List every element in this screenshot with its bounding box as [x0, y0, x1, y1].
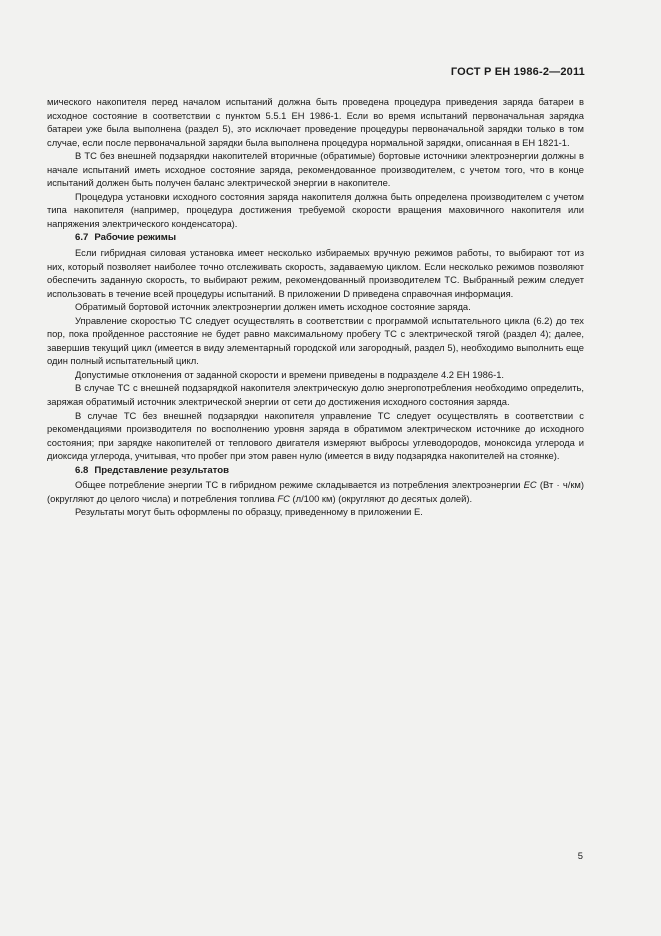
page-number: 5 — [577, 850, 583, 861]
document-header: ГОСТ Р ЕН 1986-2—2011 — [450, 66, 585, 78]
section-heading-6-8 — [47, 464, 584, 478]
paragraph: В ТС без внешней подзарядки накопителей вторичные (обратимые) бортовые источники электроэнергии должны в начале испытаний иметь исходное состояние заряда, рекомендованное производителем, с учетом того, что в конце испытаний должен быть получен баланс электрической энергии в накопителе. — [47, 150, 584, 189]
symbol-fc: FC — [277, 492, 290, 504]
section-number: 6.8 — [75, 464, 89, 476]
paragraph: Процедура установки исходного состояния заряда накопителя должна быть определена производителем с учетом типа накопителя (например, процедура достижения требуемой скорости вращения маховичного накопителя или напряжения электрического конденсатора). — [47, 190, 584, 229]
text-run: Общее потребление энергии ТС в гибридном режиме складывается из потребления электроэнергии — [75, 479, 524, 491]
paragraph: В случае ТС с внешней подзарядкой накопителя электрическую долю энергопотребления необходимо определить, заряжая обратимый источник электрической энергии от сети до достижения исходного состояния заряда. — [47, 382, 584, 408]
paragraph — [47, 478, 584, 505]
paragraph: В случае ТС без внешней подзарядки накопителя управление ТС следует осуществлять в соответствии с рекомендациями производителя по восполнению уровня заряда в обратимом электрическом источнике до исходного состояния; при зарядке накопителей от теплового двигателя измеряют выбросы углеводородов, моноксида углерода и диоксида углерода, учитывая, что пробег при этом равен нулю (имеется в виду подзарядка накопителей на стоянке). — [47, 409, 584, 462]
paragraph: Если гибридная силовая установка имеет несколько избираемых вручную режимов работы, то выбирают тот из них, который позволяет наиболее точно отслеживать скорость, задаваемую циклом. Если несколько режимов позволяют обеспечить заданную скорость, то выбирают режим, рекомендованный производителем ТС. Выбранный режим следует использовать в течение всей процедуры испытаний. В приложении D приведена справочная информация. — [47, 247, 584, 299]
paragraph: мического накопителя перед началом испытаний должна быть проведена процедура приведения заряда батареи в исходное состояние в соответствии с пунктом 5.5.1 ЕН 1986-1. Если во время испытаний первоначальная зарядка батареи уже была выполнена (раздел 5), это исключает проведение процедуры первоначальной зарядки только в том случае, если после первоначальной зарядки была выполнена процедура нормальной зарядки, описанная в ЕН 1821-1. — [47, 96, 584, 148]
text-run: (л/100 км) (округляют до десятых долей). — [289, 492, 473, 504]
text-run: (Вт · ч/км) (округляют до целого числа) и потребления топлива — [47, 479, 584, 504]
paragraph: Управление скоростью ТС следует осуществлять в соответствии с программой испытательного цикла (6.2) до тех пор, пока пройденное расстояние не будет равно максимальному пробегу ТС с электрической тягой (раздел 4); далее, завершив текущий цикл (имеется в виду элементарный городской или загородный, раздел 5), необходимо выполнить еще один полный испытательный цикл. — [47, 314, 584, 367]
document-body — [47, 95, 584, 519]
section-heading-6-7 — [47, 231, 584, 245]
paragraph: Обратимый бортовой источник электроэнергии должен иметь исходное состояние заряда. — [75, 301, 471, 313]
paragraph: Допустимые отклонения от заданной скорости и времени приведены в подразделе 4.2 ЕН 1986-1. — [75, 368, 505, 380]
section-title: Рабочие режимы — [94, 232, 177, 244]
symbol-ec: EC — [523, 479, 537, 491]
section-title: Представление результатов — [94, 464, 229, 476]
section-number: 6.7 — [75, 232, 89, 244]
paragraph: Результаты могут быть оформлены по образцу, приведенному в приложении E. — [75, 506, 423, 518]
